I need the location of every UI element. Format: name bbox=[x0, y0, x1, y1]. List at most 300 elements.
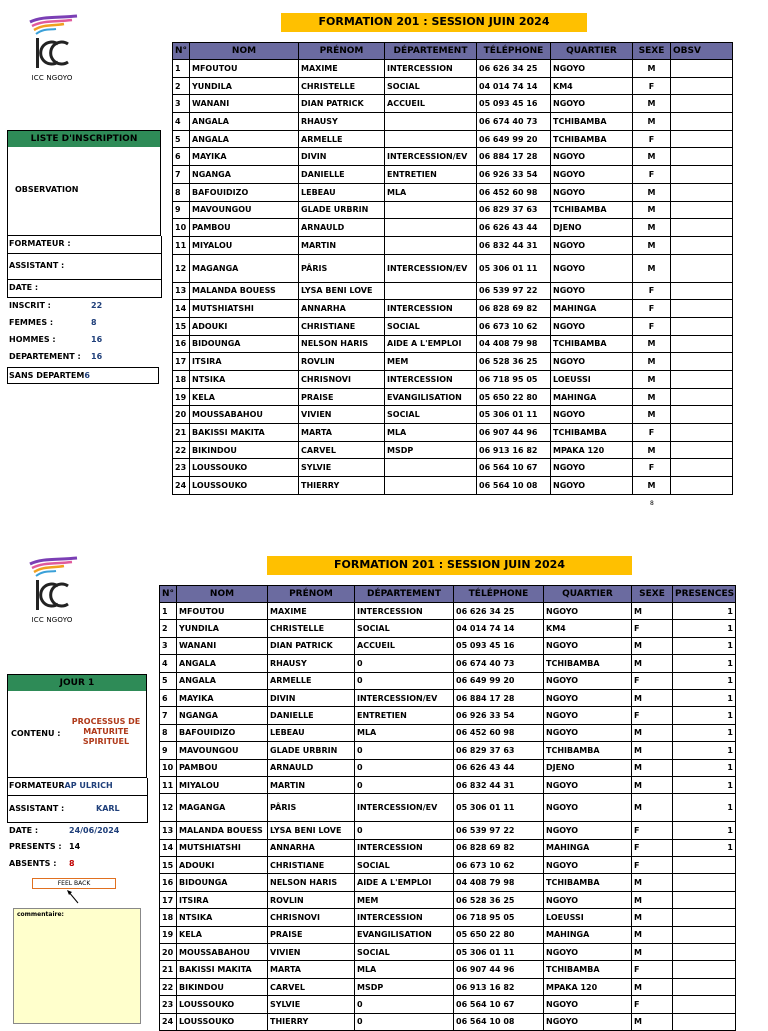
table-cell: 17 bbox=[173, 353, 190, 371]
table-cell: INTERCESSION bbox=[385, 300, 477, 318]
table-cell: THIERRY bbox=[299, 477, 385, 495]
table-cell bbox=[671, 254, 733, 282]
table-cell bbox=[385, 201, 477, 219]
table-cell: NGOYO bbox=[551, 183, 633, 201]
column-header: DÉPARTEMENT bbox=[385, 43, 477, 60]
table-cell bbox=[673, 874, 736, 891]
table-cell: M bbox=[632, 742, 673, 759]
table-cell: 21 bbox=[173, 424, 190, 442]
table-cell: 1 bbox=[673, 759, 736, 776]
table-cell: LOUSSOUKO bbox=[190, 477, 299, 495]
table-cell bbox=[671, 300, 733, 318]
table-cell: LOUSSOUKO bbox=[177, 996, 268, 1013]
femmes-label: FEMMES : bbox=[9, 318, 54, 327]
table-cell: 17 bbox=[160, 891, 177, 908]
table-cell: PAMBOU bbox=[177, 759, 268, 776]
table-cell bbox=[673, 926, 736, 943]
table-cell: 0 bbox=[355, 1013, 454, 1030]
formateur-value: AP ULRICH bbox=[64, 781, 113, 790]
table-row bbox=[173, 113, 733, 131]
table-row bbox=[160, 655, 736, 672]
comment-label: commentaire: bbox=[17, 911, 64, 918]
table-cell: F bbox=[632, 996, 673, 1013]
table-cell: 23 bbox=[160, 996, 177, 1013]
table-cell: MSDP bbox=[385, 441, 477, 459]
table-cell bbox=[671, 388, 733, 406]
page-number: 8 bbox=[650, 500, 654, 507]
table-cell: LEBEAU bbox=[299, 183, 385, 201]
table-cell: KELA bbox=[190, 388, 299, 406]
table-cell: MAXIME bbox=[268, 603, 355, 620]
table-row bbox=[173, 95, 733, 113]
table-cell: 0 bbox=[355, 655, 454, 672]
table-cell: 06 539 97 22 bbox=[477, 282, 551, 300]
table-cell: 24 bbox=[160, 1013, 177, 1030]
feedback-button[interactable]: FEEL BACK bbox=[32, 878, 116, 889]
table-cell: M bbox=[633, 477, 671, 495]
table-cell: 06 626 34 25 bbox=[477, 60, 551, 78]
table-cell: ITSIRA bbox=[190, 353, 299, 371]
day-summary bbox=[7, 778, 147, 874]
table-cell: DIVIN bbox=[299, 148, 385, 166]
table-cell: LYSA BENI LOVE bbox=[268, 822, 355, 839]
table-cell: 06 829 37 63 bbox=[454, 742, 544, 759]
table-cell bbox=[671, 441, 733, 459]
table-cell: NELSON HARIS bbox=[268, 874, 355, 891]
table-cell bbox=[385, 282, 477, 300]
table-cell: 05 093 45 16 bbox=[477, 95, 551, 113]
table-cell: 22 bbox=[160, 978, 177, 995]
table-cell bbox=[673, 1013, 736, 1030]
table-cell bbox=[671, 459, 733, 477]
table-cell: RHAUSY bbox=[268, 655, 355, 672]
table-cell: MLA bbox=[355, 961, 454, 978]
table-row bbox=[173, 477, 733, 495]
table-cell: ENTRETIEN bbox=[385, 166, 477, 184]
table-cell: 06 564 10 67 bbox=[477, 459, 551, 477]
table-cell bbox=[671, 77, 733, 95]
table-cell: 4 bbox=[173, 113, 190, 131]
table-cell: 1 bbox=[673, 742, 736, 759]
table-cell: MOUSSABAHOU bbox=[190, 406, 299, 424]
table-cell: MIYALOU bbox=[190, 236, 299, 254]
table-cell: SYLVIE bbox=[299, 459, 385, 477]
table-row bbox=[173, 300, 733, 318]
table-cell: BIDOUNGA bbox=[190, 335, 299, 353]
table-cell: INTERCESSION bbox=[355, 909, 454, 926]
table-cell bbox=[385, 130, 477, 148]
table-cell: INTERCESSION bbox=[355, 839, 454, 856]
table-cell: ARMELLE bbox=[268, 672, 355, 689]
table-cell: TCHIBAMBA bbox=[544, 742, 632, 759]
table-cell: MAVOUNGOU bbox=[177, 742, 268, 759]
table-cell: BAFOUIDIZO bbox=[177, 724, 268, 741]
table-cell: RHAUSY bbox=[299, 113, 385, 131]
table-cell: 06 832 44 31 bbox=[454, 776, 544, 793]
table-cell: SOCIAL bbox=[385, 406, 477, 424]
logo-icon bbox=[22, 556, 82, 616]
table-cell: INTERCESSION bbox=[385, 371, 477, 389]
table-row bbox=[173, 424, 733, 442]
table-cell: MLA bbox=[385, 424, 477, 442]
column-header: PRÉNOM bbox=[268, 586, 355, 603]
table-cell: TCHIBAMBA bbox=[551, 335, 633, 353]
table-cell: M bbox=[632, 637, 673, 654]
departement-value: 16 bbox=[91, 352, 103, 361]
table-cell: 06 907 44 96 bbox=[477, 424, 551, 442]
column-header: TÉLÉPHONE bbox=[477, 43, 551, 60]
table-row bbox=[160, 891, 736, 908]
table-cell: 06 829 37 63 bbox=[477, 201, 551, 219]
absents-label: ABSENTS : bbox=[9, 859, 57, 868]
table-row bbox=[160, 839, 736, 856]
table-cell: M bbox=[633, 113, 671, 131]
table-cell: M bbox=[632, 776, 673, 793]
table-cell: NGOYO bbox=[551, 406, 633, 424]
table-cell: M bbox=[633, 406, 671, 424]
table-cell: NGOYO bbox=[544, 707, 632, 724]
table-cell: TCHIBAMBA bbox=[551, 130, 633, 148]
table-cell: ANNARHA bbox=[299, 300, 385, 318]
table-row bbox=[173, 236, 733, 254]
table-cell: M bbox=[633, 183, 671, 201]
table-cell: NGOYO bbox=[551, 60, 633, 78]
table-row bbox=[173, 353, 733, 371]
table-cell: MAHINGA bbox=[551, 300, 633, 318]
table-cell: NELSON HARIS bbox=[299, 335, 385, 353]
table-cell: MALANDA BOUESS bbox=[190, 282, 299, 300]
table-cell: M bbox=[632, 1013, 673, 1030]
table-cell: F bbox=[632, 707, 673, 724]
table-row bbox=[173, 459, 733, 477]
table-cell: ARNAULD bbox=[268, 759, 355, 776]
table-cell: 12 bbox=[160, 794, 177, 822]
panel-heading: LISTE D'INSCRIPTION bbox=[8, 131, 160, 147]
table-cell: 06 673 10 62 bbox=[477, 317, 551, 335]
table-cell: NGOYO bbox=[544, 891, 632, 908]
table-cell: NGOYO bbox=[551, 148, 633, 166]
table-cell: M bbox=[633, 95, 671, 113]
table-cell: LYSA BENI LOVE bbox=[299, 282, 385, 300]
table-cell bbox=[385, 477, 477, 495]
table-row bbox=[160, 759, 736, 776]
table-cell: 11 bbox=[160, 776, 177, 793]
table-cell: CHRISTELLE bbox=[299, 77, 385, 95]
table-row bbox=[160, 776, 736, 793]
table-cell: 1 bbox=[673, 724, 736, 741]
table-cell: NGOYO bbox=[544, 794, 632, 822]
column-header: DÉPARTEMENT bbox=[355, 586, 454, 603]
table-row bbox=[173, 335, 733, 353]
table-cell: PRAISE bbox=[299, 388, 385, 406]
femmes-value: 8 bbox=[91, 318, 97, 327]
table-row bbox=[160, 620, 736, 637]
table-cell: 1 bbox=[673, 839, 736, 856]
table-cell: MARTIN bbox=[299, 236, 385, 254]
table-cell: NGANGA bbox=[177, 707, 268, 724]
table-row bbox=[160, 874, 736, 891]
table-cell: 19 bbox=[160, 926, 177, 943]
table-row bbox=[173, 130, 733, 148]
departement-label: DEPARTEMENT : bbox=[9, 352, 81, 361]
table-cell: CARVEL bbox=[299, 441, 385, 459]
table-cell: TCHIBAMBA bbox=[551, 424, 633, 442]
table-cell: 05 650 22 80 bbox=[454, 926, 544, 943]
table-cell: 22 bbox=[173, 441, 190, 459]
table-cell: MOUSSABAHOU bbox=[177, 944, 268, 961]
absents-value: 8 bbox=[69, 859, 75, 868]
table-cell bbox=[671, 166, 733, 184]
table-cell: 0 bbox=[355, 996, 454, 1013]
column-header: NOM bbox=[177, 586, 268, 603]
table-cell bbox=[671, 236, 733, 254]
table-cell bbox=[671, 201, 733, 219]
table-cell: PRAISE bbox=[268, 926, 355, 943]
table-cell: 10 bbox=[160, 759, 177, 776]
table-cell: NTSIKA bbox=[177, 909, 268, 926]
table-cell: CHRISNOVI bbox=[268, 909, 355, 926]
table-cell: 21 bbox=[160, 961, 177, 978]
table-cell: M bbox=[633, 219, 671, 237]
table-cell: ANGALA bbox=[190, 113, 299, 131]
table-cell: KELA bbox=[177, 926, 268, 943]
table-row bbox=[173, 388, 733, 406]
table-row bbox=[160, 978, 736, 995]
table-cell: INTERCESSION bbox=[385, 60, 477, 78]
table-cell: F bbox=[633, 424, 671, 442]
date-label-2: DATE : bbox=[9, 826, 39, 835]
table-cell: 06 828 69 82 bbox=[454, 839, 544, 856]
table-cell: ROVLIN bbox=[268, 891, 355, 908]
table-cell: BAKISSI MAKITA bbox=[190, 424, 299, 442]
formateur-label-2: FORMATEUR bbox=[9, 781, 65, 790]
table-cell: CHRISNOVI bbox=[299, 371, 385, 389]
table-cell: MLA bbox=[385, 183, 477, 201]
table-cell: MAYIKA bbox=[177, 689, 268, 706]
table-cell: LEBEAU bbox=[268, 724, 355, 741]
table-cell: NGANGA bbox=[190, 166, 299, 184]
table-cell: 1 bbox=[673, 794, 736, 822]
table-row bbox=[173, 441, 733, 459]
table-cell: 1 bbox=[673, 776, 736, 793]
table-cell: ADOUKI bbox=[177, 857, 268, 874]
table-cell: 06 913 16 82 bbox=[477, 441, 551, 459]
table-row bbox=[160, 672, 736, 689]
summary-block bbox=[7, 236, 161, 386]
table-cell: 05 306 01 11 bbox=[477, 406, 551, 424]
table-cell: SOCIAL bbox=[355, 857, 454, 874]
table-cell: SOCIAL bbox=[355, 944, 454, 961]
table-cell: MARTA bbox=[299, 424, 385, 442]
hommes-label: HOMMES : bbox=[9, 335, 56, 344]
table-cell: 5 bbox=[173, 130, 190, 148]
column-header: N° bbox=[160, 586, 177, 603]
column-header: TÉLÉPHONE bbox=[454, 586, 544, 603]
table-cell: NGOYO bbox=[544, 996, 632, 1013]
table-cell: NGOYO bbox=[544, 637, 632, 654]
table-cell: 06 528 36 25 bbox=[454, 891, 544, 908]
table-row bbox=[173, 317, 733, 335]
table-cell: NGOYO bbox=[551, 236, 633, 254]
table-cell: 06 564 10 67 bbox=[454, 996, 544, 1013]
table-cell: M bbox=[632, 655, 673, 672]
table-cell: INTERCESSION/EV bbox=[355, 794, 454, 822]
assistant-value: KARL bbox=[96, 804, 120, 813]
table-cell: DIAN PATRICK bbox=[299, 95, 385, 113]
table-cell bbox=[671, 406, 733, 424]
table-cell: M bbox=[632, 874, 673, 891]
inscrit-label: INSCRIT : bbox=[9, 301, 51, 310]
table-cell: 06 828 69 82 bbox=[477, 300, 551, 318]
table-cell: NGOYO bbox=[544, 724, 632, 741]
contenu-label: CONTENU : bbox=[11, 729, 61, 738]
table-cell: M bbox=[632, 724, 673, 741]
table-cell: MUTSHIATSHI bbox=[177, 839, 268, 856]
registration-panel bbox=[7, 130, 161, 236]
table-cell: M bbox=[633, 371, 671, 389]
table-cell bbox=[671, 183, 733, 201]
table-cell: 18 bbox=[173, 371, 190, 389]
table-cell: 05 306 01 11 bbox=[454, 794, 544, 822]
table-cell: 16 bbox=[173, 335, 190, 353]
table-cell: ANGALA bbox=[177, 672, 268, 689]
table-cell: 12 bbox=[173, 254, 190, 282]
table-cell: DIVIN bbox=[268, 689, 355, 706]
table-cell: F bbox=[632, 620, 673, 637]
table-cell bbox=[671, 371, 733, 389]
table-cell: 06 884 17 28 bbox=[477, 148, 551, 166]
table-cell: AIDE A L'EMPLOI bbox=[385, 335, 477, 353]
table-cell: 1 bbox=[673, 603, 736, 620]
table-cell: 05 093 45 16 bbox=[454, 637, 544, 654]
table-row bbox=[160, 926, 736, 943]
table-cell: 06 626 43 44 bbox=[477, 219, 551, 237]
day-panel bbox=[7, 674, 147, 778]
table-cell: MFOUTOU bbox=[177, 603, 268, 620]
table-cell: EVANGILISATION bbox=[385, 388, 477, 406]
table-cell: M bbox=[633, 254, 671, 282]
table-cell: M bbox=[633, 60, 671, 78]
table-cell: F bbox=[633, 282, 671, 300]
assistant-row bbox=[7, 796, 148, 823]
table-cell: 06 528 36 25 bbox=[477, 353, 551, 371]
table-cell: MFOUTOU bbox=[190, 60, 299, 78]
table-cell: ROVLIN bbox=[299, 353, 385, 371]
table-cell: ACCUEIL bbox=[355, 637, 454, 654]
table-cell: M bbox=[633, 236, 671, 254]
table-row bbox=[160, 689, 736, 706]
table-cell: 1 bbox=[673, 620, 736, 637]
assistant-label: ASSISTANT : bbox=[7, 253, 162, 280]
table-cell bbox=[671, 335, 733, 353]
table-cell: 0 bbox=[355, 672, 454, 689]
observation-label: OBSERVATION bbox=[15, 185, 79, 194]
table-cell: 06 539 97 22 bbox=[454, 822, 544, 839]
table-cell: NGOYO bbox=[544, 603, 632, 620]
table-cell: 06 649 99 20 bbox=[477, 130, 551, 148]
table-cell: 05 650 22 80 bbox=[477, 388, 551, 406]
column-header: SEXE bbox=[633, 43, 671, 60]
table-cell: NGOYO bbox=[551, 254, 633, 282]
table-cell: MAHINGA bbox=[544, 839, 632, 856]
table-cell: DJENO bbox=[551, 219, 633, 237]
table-cell: PÂRIS bbox=[268, 794, 355, 822]
table-cell: MIYALOU bbox=[177, 776, 268, 793]
table-row bbox=[160, 944, 736, 961]
table-cell: 06 913 16 82 bbox=[454, 978, 544, 995]
table-cell: 20 bbox=[173, 406, 190, 424]
table-cell: 06 832 44 31 bbox=[477, 236, 551, 254]
table-cell: DJENO bbox=[544, 759, 632, 776]
table-cell bbox=[671, 130, 733, 148]
table-cell: M bbox=[632, 794, 673, 822]
column-header: QUARTIER bbox=[544, 586, 632, 603]
table-row bbox=[160, 822, 736, 839]
table-cell bbox=[385, 113, 477, 131]
table-row bbox=[173, 254, 733, 282]
table-cell: M bbox=[633, 148, 671, 166]
formateur-label: FORMATEUR : bbox=[7, 236, 162, 254]
table-cell: 1 bbox=[173, 60, 190, 78]
table-cell bbox=[671, 353, 733, 371]
comment-box[interactable] bbox=[13, 908, 141, 1024]
table-cell: NGOYO bbox=[544, 776, 632, 793]
table-cell: INTERCESSION/EV bbox=[355, 689, 454, 706]
table-cell: KM4 bbox=[551, 77, 633, 95]
table-cell: 06 674 40 73 bbox=[454, 655, 544, 672]
table-cell: KM4 bbox=[544, 620, 632, 637]
table-cell: 6 bbox=[160, 689, 177, 706]
table-cell: ACCUEIL bbox=[385, 95, 477, 113]
inscrit-value: 22 bbox=[91, 301, 103, 310]
column-header: N° bbox=[173, 43, 190, 60]
table-cell: 04 014 74 14 bbox=[454, 620, 544, 637]
table-cell: 06 564 10 08 bbox=[477, 477, 551, 495]
table-cell: CHRISTIANE bbox=[268, 857, 355, 874]
table-cell: MSDP bbox=[355, 978, 454, 995]
table-cell: 23 bbox=[173, 459, 190, 477]
table-cell: LOEUSSI bbox=[551, 371, 633, 389]
table-cell: 11 bbox=[173, 236, 190, 254]
table-cell: F bbox=[633, 77, 671, 95]
table-cell: 8 bbox=[173, 183, 190, 201]
table-row bbox=[173, 166, 733, 184]
table-cell bbox=[671, 95, 733, 113]
table-cell: TCHIBAMBA bbox=[551, 113, 633, 131]
table-cell: TCHIBAMBA bbox=[544, 655, 632, 672]
table-cell: MLA bbox=[355, 724, 454, 741]
table-cell: M bbox=[632, 944, 673, 961]
inscription-table bbox=[172, 42, 733, 495]
logo-icon bbox=[22, 14, 82, 74]
table-cell: DIAN PATRICK bbox=[268, 637, 355, 654]
table-cell: F bbox=[632, 839, 673, 856]
table-cell: YUNDILA bbox=[177, 620, 268, 637]
column-header: OBSV bbox=[671, 43, 733, 60]
table-cell: BAFOUIDIZO bbox=[190, 183, 299, 201]
table-cell: MAXIME bbox=[299, 60, 385, 78]
table-row bbox=[173, 201, 733, 219]
table-cell: ARNAULD bbox=[299, 219, 385, 237]
table-cell: WANANI bbox=[177, 637, 268, 654]
table-cell: NGOYO bbox=[551, 477, 633, 495]
table-cell: 16 bbox=[160, 874, 177, 891]
table-cell: SYLVIE bbox=[268, 996, 355, 1013]
table-cell: GLADE URBRIN bbox=[268, 742, 355, 759]
table-cell: 06 626 34 25 bbox=[454, 603, 544, 620]
table-row bbox=[173, 219, 733, 237]
table-cell: YUNDILA bbox=[190, 77, 299, 95]
